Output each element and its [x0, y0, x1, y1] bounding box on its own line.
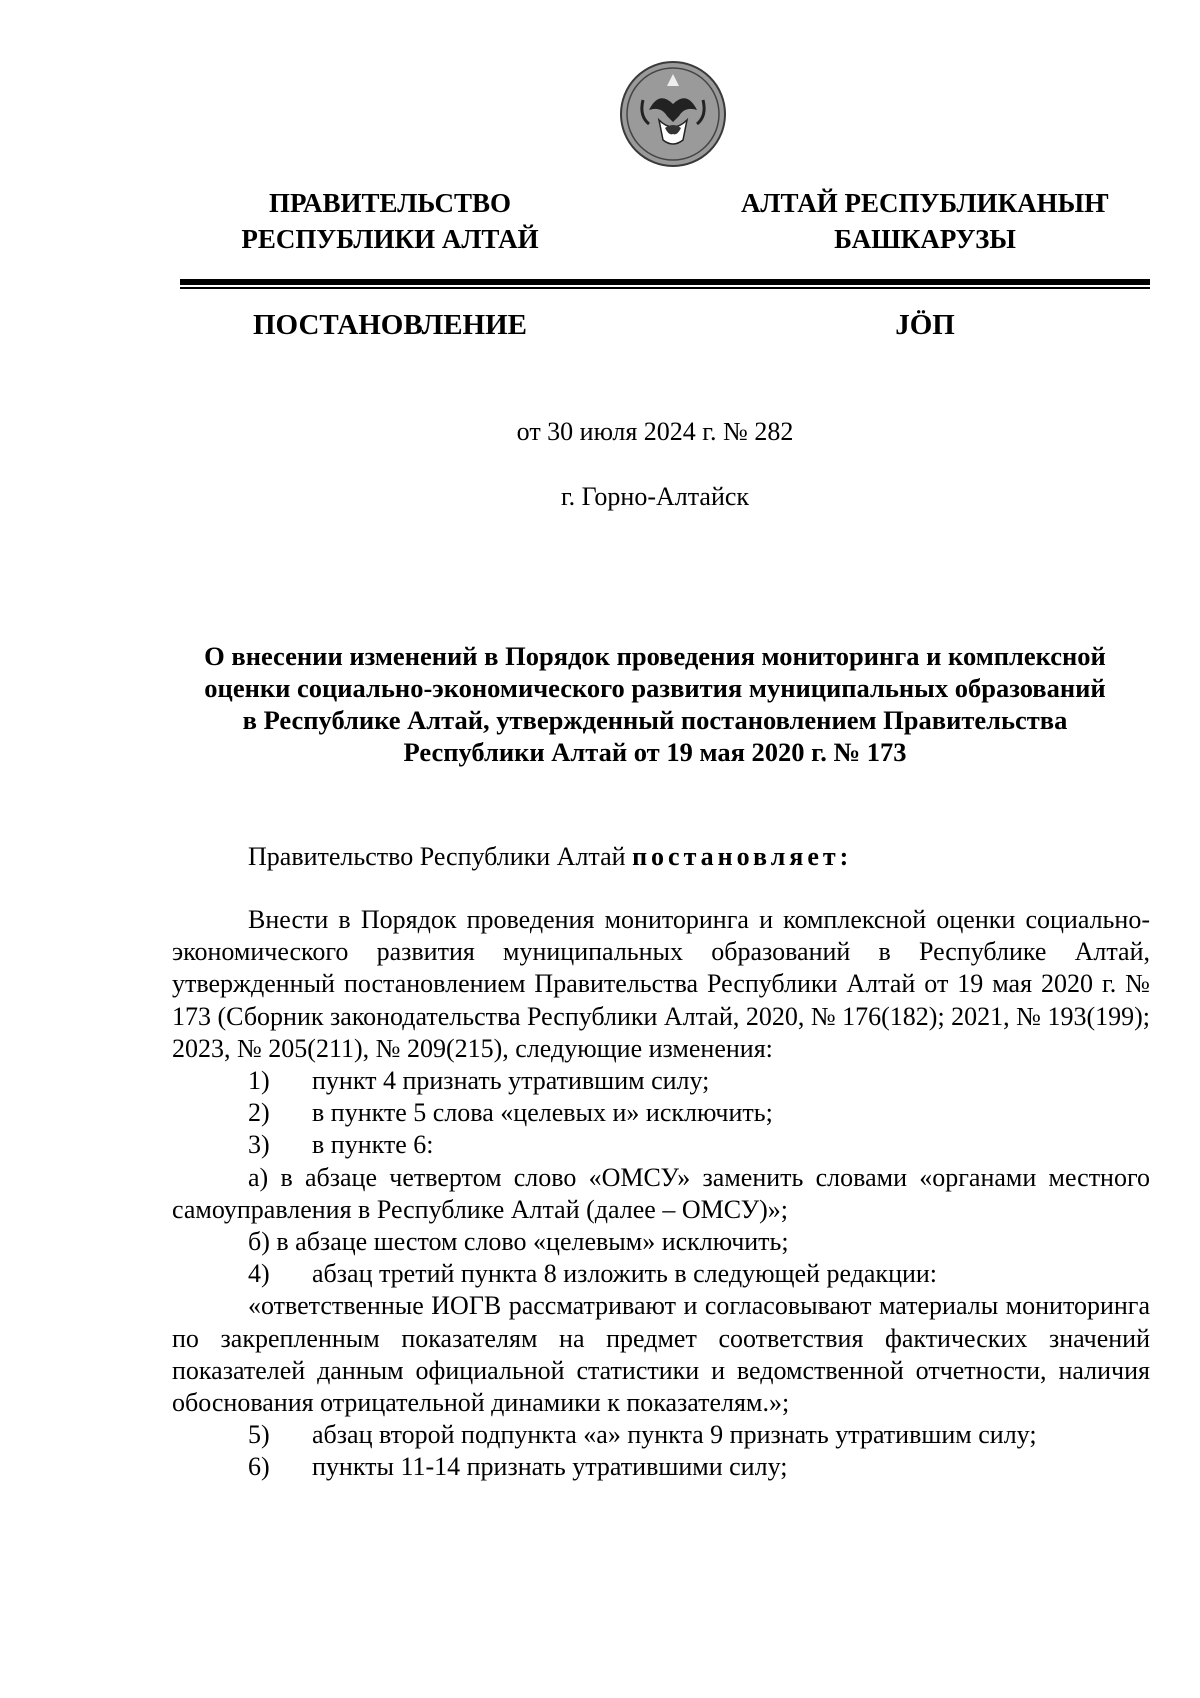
list-item	[172, 1129, 1150, 1161]
resolves-emphasis: постановляет:	[632, 842, 853, 871]
header-divider-thick	[180, 279, 1150, 285]
list-item	[172, 1258, 1150, 1290]
gov-ru-line1: ПРАВИТЕЛЬСТВО	[268, 188, 512, 218]
item-text: абзац второй подпункта «а» пункта 9 признать утратившим силу;	[312, 1420, 1037, 1450]
item-text: пункты 11-14 признать утратившими силу;	[312, 1452, 788, 1482]
title-line: О внесении изменений в Порядок проведения мониторинга и комплексной	[204, 641, 1106, 671]
quoted-paragraph: «ответственные ИОГВ рассматривают и согласовывают материалы мониторинга по закрепленным показателям на предмет соответствия фактических значений показателей данным официальной статистики и ведомственной отчетности, наличия обоснования отрицательной динамики к показателям.»;	[172, 1291, 1150, 1418]
list-item	[172, 1451, 1150, 1483]
subitem-b: б) в абзаце шестом слово «целевым» исключить;	[248, 1227, 789, 1257]
doc-type-alt: JӦП	[895, 309, 955, 341]
date-number: от 30 июля 2024 г. № 282	[516, 417, 794, 446]
title-line: оценки социально-экономического развития муниципальных образований	[204, 673, 1106, 703]
title-line: Республики Алтай от 19 мая 2020 г. № 173	[403, 737, 907, 767]
item-text: в пункте 6:	[312, 1130, 434, 1160]
item-number: 6)	[248, 1452, 270, 1482]
gov-alt-line1: АЛТАЙ РЕСПУБЛИКАНЫҤ	[740, 188, 1110, 218]
item-number: 3)	[248, 1130, 270, 1160]
item-text: пункт 4 признать утратившим силу;	[312, 1066, 710, 1096]
gov-ru-line2: РЕСПУБЛИКИ АЛТАЙ	[241, 224, 539, 254]
city: г. Горно-Алтайск	[560, 482, 750, 511]
government-name-ru	[215, 185, 565, 257]
item-number: 4)	[248, 1259, 270, 1289]
list-item	[172, 1419, 1150, 1451]
coat-of-arms-icon	[619, 60, 727, 168]
document-body	[172, 904, 1150, 1484]
subitem-a: а) в абзаце четвертом слово «ОМСУ» заменить словами «органами местного самоуправления в Республике Алтай (далее – ОМСУ)»;	[172, 1162, 1150, 1224]
gov-alt-line2: БАШКАРУЗЫ	[834, 224, 1016, 254]
resolves-prefix: Правительство Республики Алтай	[248, 842, 633, 871]
list-item	[172, 1097, 1150, 1129]
item-number: 2)	[248, 1098, 270, 1128]
government-name-alt	[735, 185, 1115, 257]
resolves-line	[248, 840, 852, 874]
doc-type-ru: ПОСТАНОВЛЕНИЕ	[252, 309, 527, 341]
item-number: 5)	[248, 1420, 270, 1450]
header-divider-thin	[180, 287, 1150, 289]
item-number: 1)	[248, 1066, 270, 1096]
title-line: в Республике Алтай, утвержденный постановлением Правительства	[242, 705, 1068, 735]
item-text: в пункте 5 слова «целевых и» исключить;	[312, 1098, 773, 1128]
document-title	[172, 640, 1138, 768]
intro-paragraph: Внести в Порядок проведения мониторинга и комплексной оценки социально-экономического развития муниципальных образований в Республике Алтай, утвержденный постановлением Правительства Республики Алтай от 19 мая 2020 г. № 173 (Сборник законодательства Республики Алтай, 2020, № 176(182); 2021, № 193(199); 2023, № 205(211), № 209(215), следующие изменения:	[172, 905, 1151, 1063]
item-text: абзац третий пункта 8 изложить в следующей редакции:	[312, 1259, 938, 1289]
list-item	[172, 1065, 1150, 1097]
